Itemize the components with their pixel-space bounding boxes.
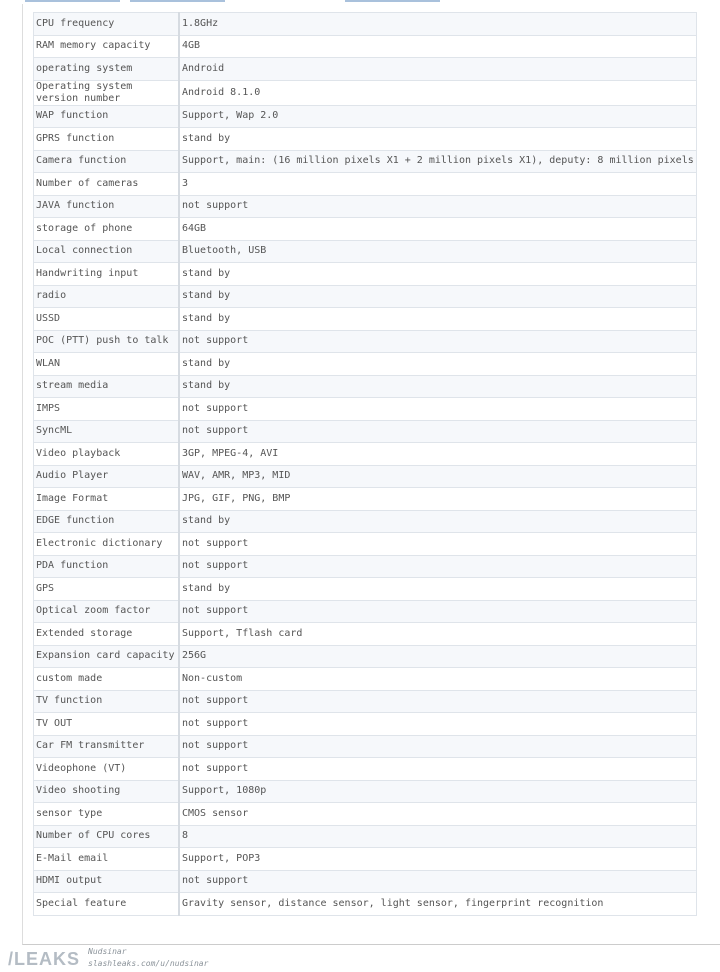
spec-value: Support, POP3 <box>179 848 697 871</box>
spec-value: Bluetooth, USB <box>179 240 697 263</box>
spec-value: Android <box>179 58 697 81</box>
spec-label: RAM memory capacity <box>34 35 180 58</box>
spec-value: Support, Tflash card <box>179 623 697 646</box>
spec-value: Android 8.1.0 <box>179 80 697 105</box>
table-row <box>34 510 697 533</box>
spec-label: Audio Player <box>34 465 180 488</box>
table-row <box>34 330 697 353</box>
spec-label: IMPS <box>34 398 180 421</box>
spec-label: CPU frequency <box>34 13 180 36</box>
spec-value: Non-custom <box>179 668 697 691</box>
spec-value: not support <box>179 690 697 713</box>
spec-value: not support <box>179 533 697 556</box>
spec-label: Number of cameras <box>34 173 180 196</box>
table-row <box>34 80 697 105</box>
table-row <box>34 195 697 218</box>
spec-label: Number of CPU cores <box>34 825 180 848</box>
table-row <box>34 240 697 263</box>
spec-value: not support <box>179 420 697 443</box>
table-row <box>34 668 697 691</box>
spec-label: GPS <box>34 578 180 601</box>
table-row <box>34 420 697 443</box>
table-row <box>34 533 697 556</box>
spec-label: Videophone (VT) <box>34 758 180 781</box>
spec-label: Video shooting <box>34 780 180 803</box>
spec-label: Image Format <box>34 488 180 511</box>
watermark-user: Nudsinar <box>88 947 127 956</box>
table-row <box>34 465 697 488</box>
table-row <box>34 780 697 803</box>
table-row <box>34 870 697 893</box>
tab[interactable] <box>25 0 120 2</box>
spec-value: stand by <box>179 510 697 533</box>
table-row <box>34 623 697 646</box>
spec-value: 4GB <box>179 35 697 58</box>
table-row <box>34 735 697 758</box>
spec-label: radio <box>34 285 180 308</box>
spec-label: E-Mail email <box>34 848 180 871</box>
spec-label: Operating system version number <box>34 80 180 105</box>
spec-value: not support <box>179 758 697 781</box>
spec-label: Camera function <box>34 150 180 173</box>
spec-label: HDMI output <box>34 870 180 893</box>
spec-value: not support <box>179 735 697 758</box>
spec-label: storage of phone <box>34 218 180 241</box>
spec-value: 8 <box>179 825 697 848</box>
spec-value: 64GB <box>179 218 697 241</box>
tab[interactable] <box>345 0 440 2</box>
table-row <box>34 308 697 331</box>
spec-value: CMOS sensor <box>179 803 697 826</box>
table-row <box>34 150 697 173</box>
table-row <box>34 35 697 58</box>
table-row <box>34 58 697 81</box>
spec-label: sensor type <box>34 803 180 826</box>
spec-value: stand by <box>179 578 697 601</box>
spec-label: SyncML <box>34 420 180 443</box>
table-row <box>34 555 697 578</box>
spec-value: not support <box>179 330 697 353</box>
table-row <box>34 105 697 128</box>
table-row <box>34 285 697 308</box>
spec-value: 3 <box>179 173 697 196</box>
spec-label: Local connection <box>34 240 180 263</box>
table-row <box>34 803 697 826</box>
table-row <box>34 578 697 601</box>
spec-value: not support <box>179 870 697 893</box>
spec-value: JPG, GIF, PNG, BMP <box>179 488 697 511</box>
spec-value: stand by <box>179 263 697 286</box>
table-row <box>34 263 697 286</box>
table-row <box>34 690 697 713</box>
spec-value: Support, Wap 2.0 <box>179 105 697 128</box>
spec-label: USSD <box>34 308 180 331</box>
spec-label: POC (PTT) push to talk <box>34 330 180 353</box>
table-row <box>34 443 697 466</box>
table-row <box>34 398 697 421</box>
spec-label: WLAN <box>34 353 180 376</box>
table-row <box>34 758 697 781</box>
table-row <box>34 848 697 871</box>
spec-table <box>33 12 697 916</box>
table-row <box>34 375 697 398</box>
spec-value: not support <box>179 713 697 736</box>
spec-label: Special feature <box>34 893 180 916</box>
spec-value: stand by <box>179 375 697 398</box>
spec-label: PDA function <box>34 555 180 578</box>
watermark-link: slashleaks.com/u/nudsinar <box>88 959 209 968</box>
spec-value: WAV, AMR, MP3, MID <box>179 465 697 488</box>
spec-label: Expansion card capacity <box>34 645 180 668</box>
spec-value: stand by <box>179 308 697 331</box>
spec-value: stand by <box>179 285 697 308</box>
spec-value: 256G <box>179 645 697 668</box>
spec-value: stand by <box>179 353 697 376</box>
table-row <box>34 128 697 151</box>
watermark <box>8 947 408 971</box>
table-row <box>34 645 697 668</box>
spec-label: GPRS function <box>34 128 180 151</box>
spec-label: WAP function <box>34 105 180 128</box>
spec-label: custom made <box>34 668 180 691</box>
spec-label: TV function <box>34 690 180 713</box>
spec-value: not support <box>179 398 697 421</box>
spec-label: TV OUT <box>34 713 180 736</box>
spec-label: stream media <box>34 375 180 398</box>
spec-label: Optical zoom factor <box>34 600 180 623</box>
spec-value: not support <box>179 555 697 578</box>
tab[interactable] <box>130 0 225 2</box>
spec-label: operating system <box>34 58 180 81</box>
table-row <box>34 893 697 916</box>
table-row <box>34 173 697 196</box>
spec-label: Extended storage <box>34 623 180 646</box>
table-row <box>34 488 697 511</box>
spec-label: JAVA function <box>34 195 180 218</box>
table-row <box>34 825 697 848</box>
spec-value: Support, 1080p <box>179 780 697 803</box>
leaks-logo: /LEAKS <box>8 949 81 969</box>
table-row <box>34 713 697 736</box>
spec-value: 3GP, MPEG-4, AVI <box>179 443 697 466</box>
spec-value: not support <box>179 600 697 623</box>
spec-label: Electronic dictionary <box>34 533 180 556</box>
spec-value: stand by <box>179 128 697 151</box>
table-row <box>34 353 697 376</box>
spec-label: Video playback <box>34 443 180 466</box>
spec-label: Car FM transmitter <box>34 735 180 758</box>
spec-label: EDGE function <box>34 510 180 533</box>
spec-value: not support <box>179 195 697 218</box>
spec-label: Handwriting input <box>34 263 180 286</box>
table-row <box>34 600 697 623</box>
table-row <box>34 218 697 241</box>
spec-value: Gravity sensor, distance sensor, light sensor, fingerprint recognition <box>179 893 697 916</box>
table-row <box>34 13 697 36</box>
spec-value: 1.8GHz <box>179 13 697 36</box>
spec-value: Support, main: (16 million pixels X1 + 2 million pixels X1), deputy: 8 million pixels <box>179 150 697 173</box>
